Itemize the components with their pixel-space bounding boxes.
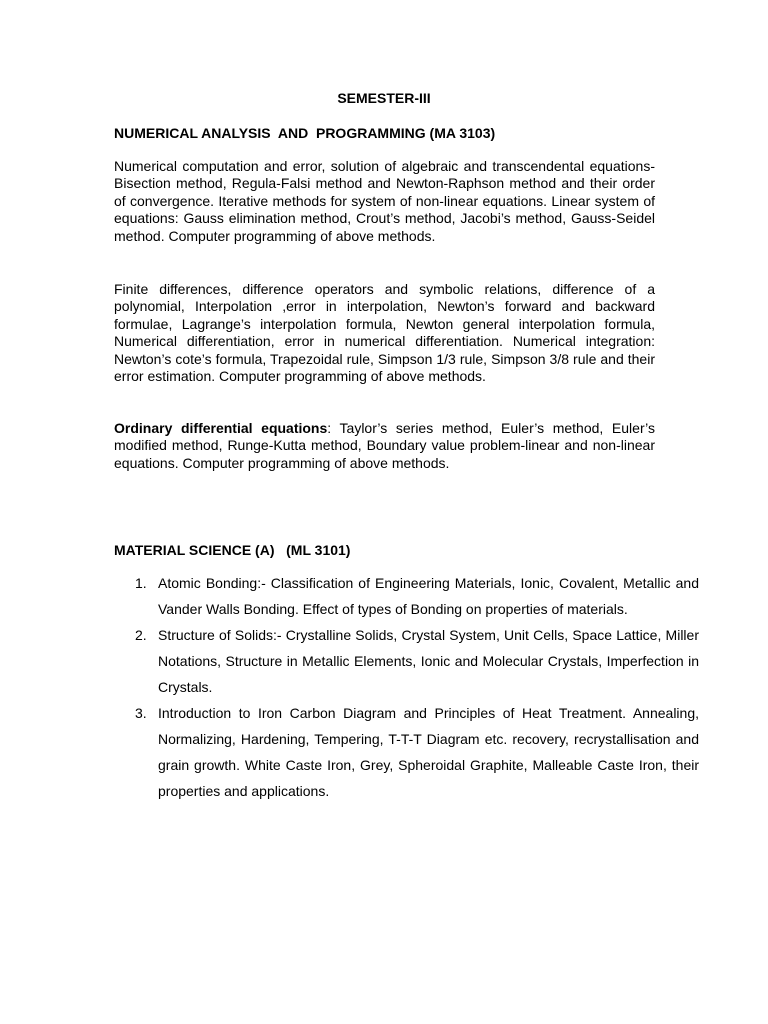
- numerical-analysis-paragraph-1: Numerical computation and error, solution of algebraic and transcendental equations-Bisection method, Regula-Falsi method and Newton-Raphson method and their order of convergence. Iterative methods for system of non-linear equations. Linear system of equations: Gauss elimination method, Crout’s method, Jacobi’s method, Gauss-Seidel method. Computer programming of above methods.: [114, 158, 655, 244]
- list-item-number: 1.: [135, 575, 147, 591]
- material-science-list: [114, 570, 699, 804]
- list-item-number: 3.: [135, 705, 147, 721]
- course-title-material-science: MATERIAL SCIENCE (A) (ML 3101): [114, 542, 351, 558]
- list-item-text: Structure of Solids:- Crystalline Solids, Crystal System, Unit Cells, Space Lattice, Miller Notations, Structure in Metallic Elements, Ionic and Molecular Crystals, Imperfection in Crystals.: [158, 627, 699, 695]
- numerical-analysis-paragraph-2: Finite differences, difference operators and symbolic relations, difference of a polynomial, Interpolation ,error in interpolation, Newton’s forward and backward formulae, Lagrange’s interpolation formula, Newton general interpolation formula, Numerical differentiation, error in numerical differentiation. Numerical integration: Newton’s cote’s formula, Trapezoidal rule, Simpson 1/3 rule, Simpson 3/8 rule and their error estimation. Computer programming of above methods.: [114, 281, 655, 385]
- list-item: [135, 622, 699, 700]
- list-item-text: Introduction to Iron Carbon Diagram and Principles of Heat Treatment. Annealing, Normalizing, Hardening, Tempering, T-T-T Diagram etc. recovery, recrystallisation and grain growth. White Caste Iron, Grey, Spheroidal Graphite, Malleable Caste Iron, their properties and applications.: [158, 705, 699, 799]
- list-item: [135, 700, 699, 804]
- ode-paragraph-text: : Taylor’s series method, Euler’s method, Euler’s modified method, Runge-Kutta method, Boundary value problem-linear and non-linear equations. Computer programming of above methods.: [114, 420, 655, 471]
- course-title-numerical-analysis: NUMERICAL ANALYSIS AND PROGRAMMING (MA 3103): [114, 125, 496, 141]
- list-item-number: 2.: [135, 627, 147, 643]
- list-item: [135, 570, 699, 622]
- semester-title-text: SEMESTER-III: [337, 90, 431, 106]
- numerical-analysis-paragraph-3: [114, 420, 655, 472]
- ode-bold-label: Ordinary differential equations: [114, 420, 328, 436]
- semester-title: [0, 89, 768, 107]
- list-item-text: Atomic Bonding:- Classification of Engineering Materials, Ionic, Covalent, Metallic and Vander Walls Bonding. Effect of types of Bonding on properties of materials.: [158, 575, 699, 617]
